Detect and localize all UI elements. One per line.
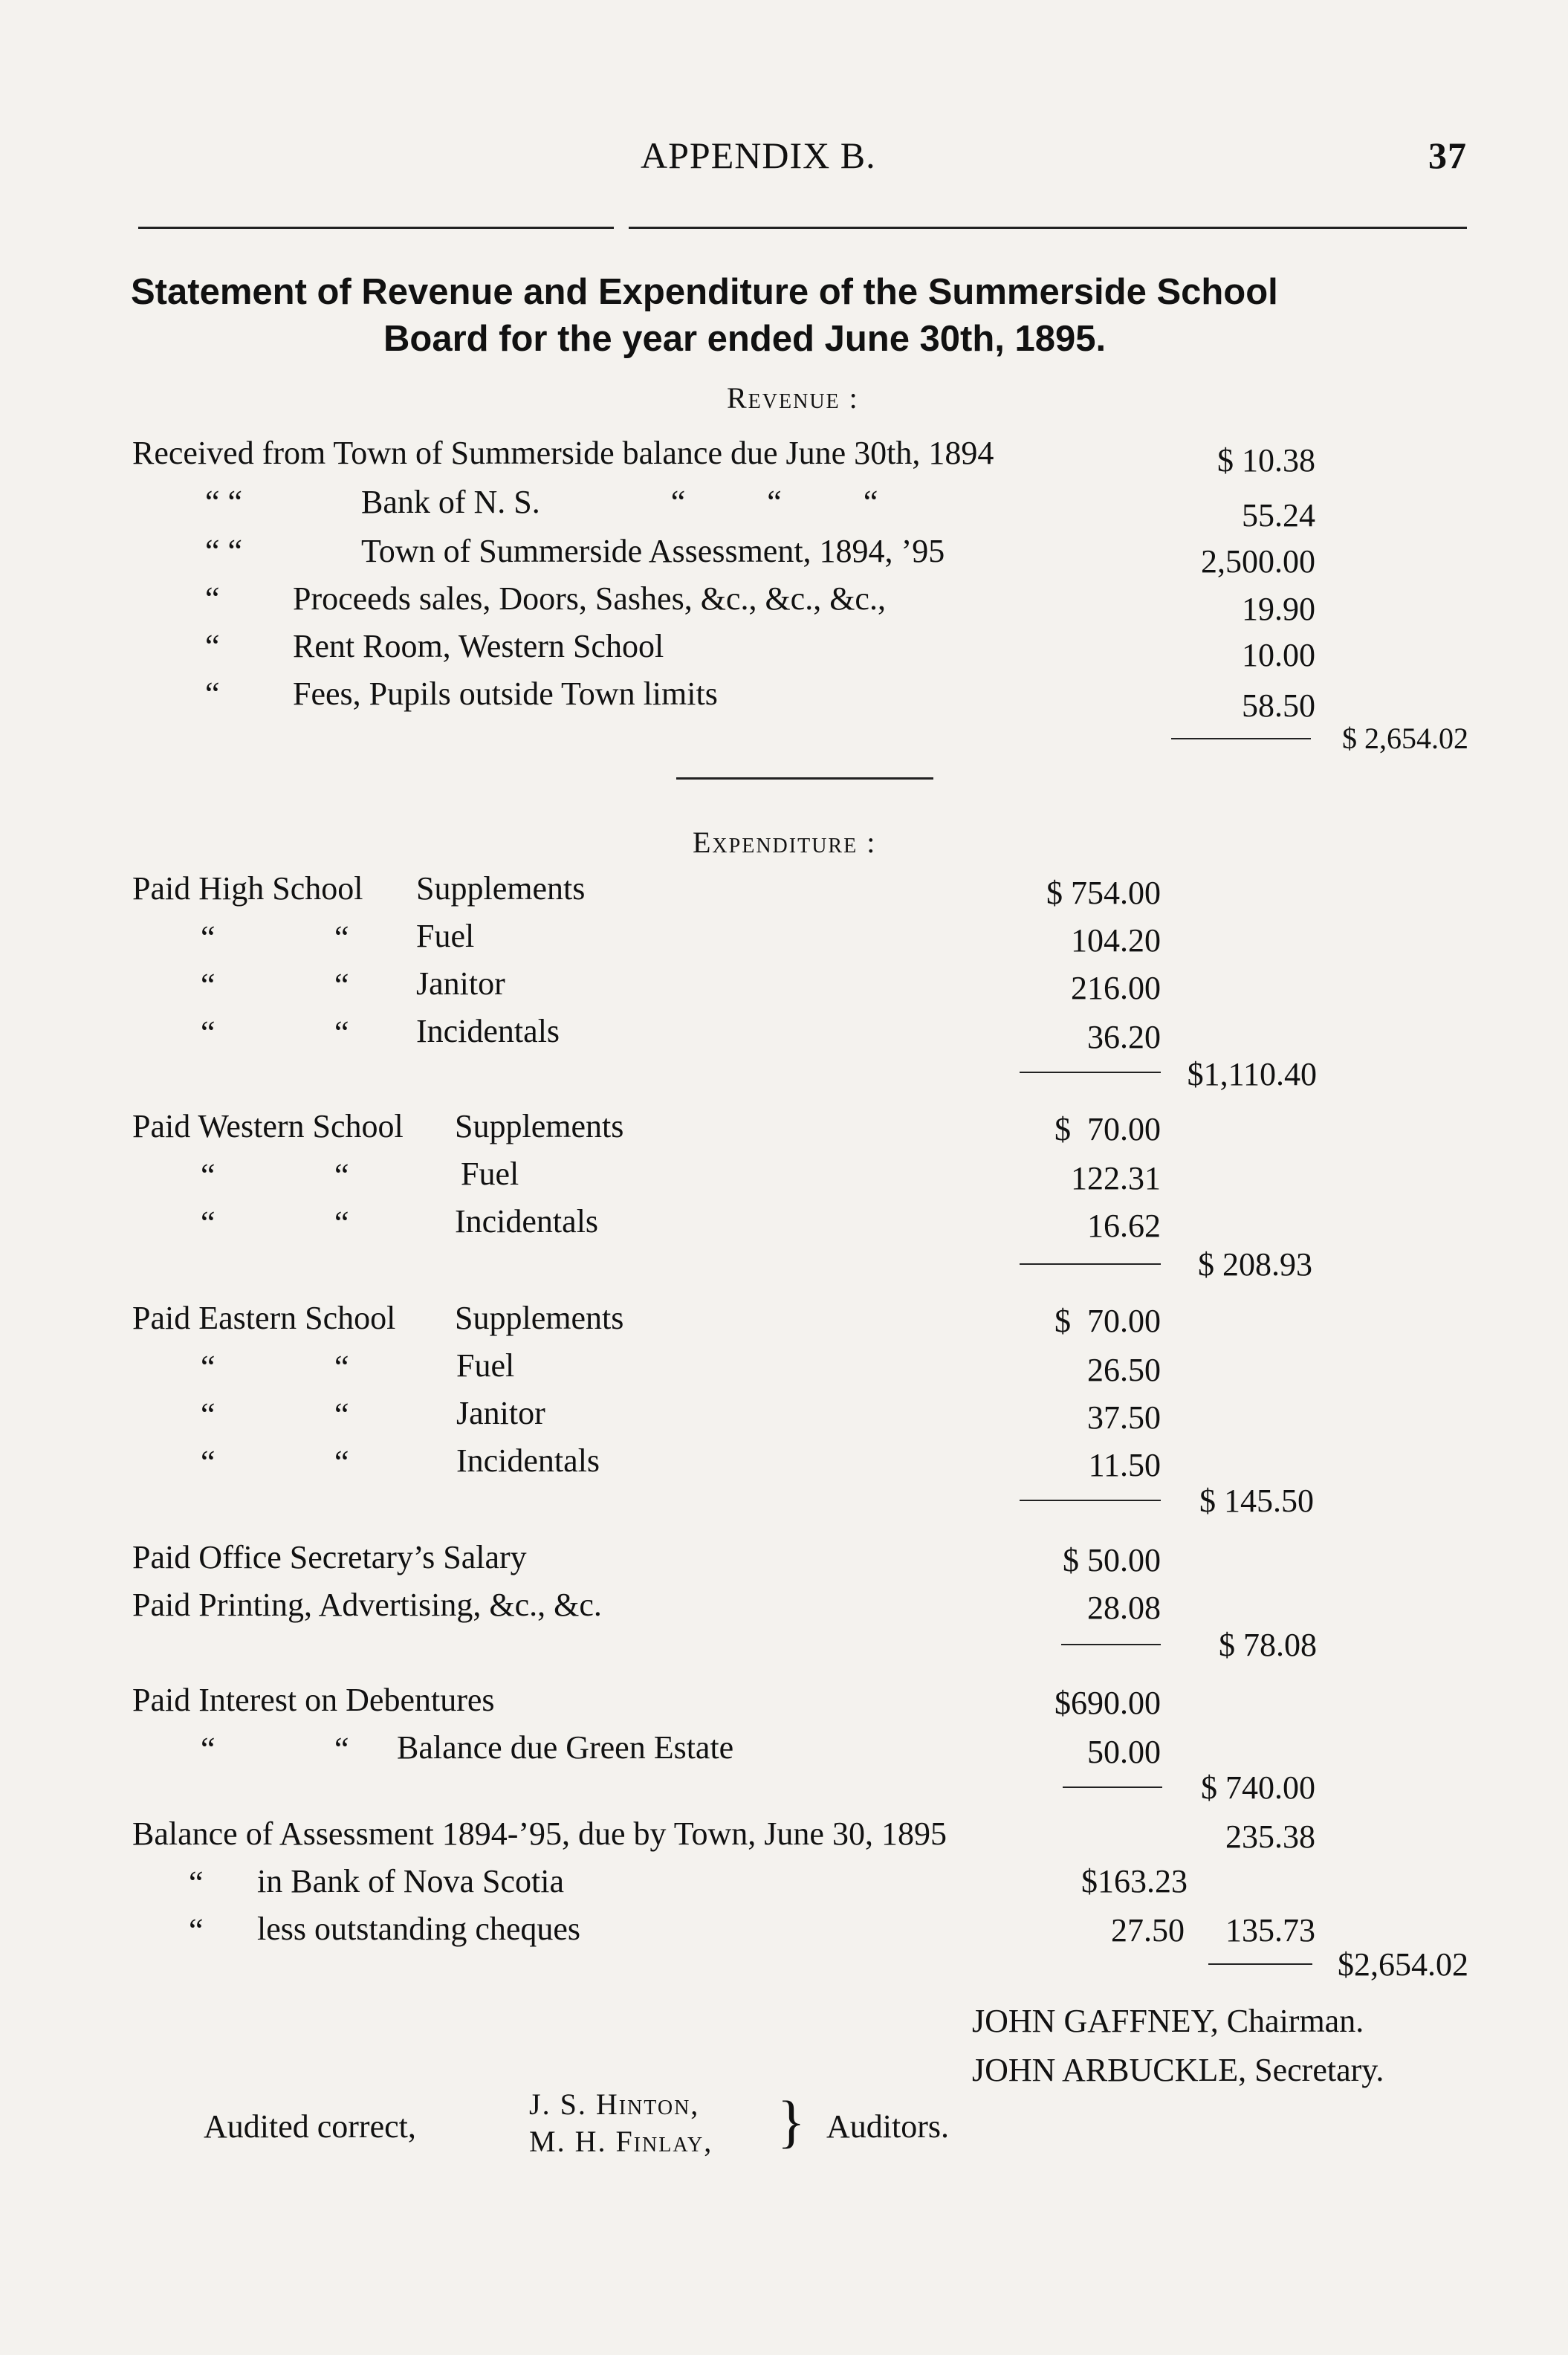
item-amount: $ 70.00 [1054,1303,1161,1339]
group-total: $ 740.00 [1201,1769,1315,1806]
revenue-amount: 58.50 [1242,687,1315,724]
group-label: Paid High School [132,870,363,907]
group-total: $1,110.40 [1187,1056,1317,1092]
group-label: Paid Western School [132,1108,404,1144]
ditto-mark: “ [334,1444,349,1480]
ditto-mark: “ “ [205,533,243,569]
revenue-label: Received from Town of Summerside balance due June 30th, 1894 [132,435,994,471]
office-line: Paid Printing, Advertising, &c., &c. [132,1587,602,1623]
secretary-signature: JOHN ARBUCKLE, Secretary. [972,2052,1384,2088]
grand-total-rule [1208,1963,1312,1965]
item-label: Incidentals [455,1203,599,1240]
ditto-mark: “ [334,967,349,1003]
item-label: Fuel [461,1156,519,1192]
item-amount: 16.62 [1087,1208,1161,1244]
subtotal-rule [1020,1263,1161,1265]
statement-title-line2: Board for the year ended June 30th, 1895. [383,319,1107,359]
revenue-amount: 55.24 [1242,497,1315,534]
item-label: Supplements [416,870,586,907]
ditto-mark: “ [201,1396,216,1433]
chairman-signature: JOHN GAFFNEY, Chairman. [972,2003,1364,2039]
statement-title-line1: Statement of Revenue and Expenditure of the Summerside School [131,272,1278,312]
revenue-amount: 10.00 [1242,637,1315,673]
item-amount: 27.50 [1111,1912,1185,1949]
revenue-label: Proceeds sales, Doors, Sashes, &c., &c., &c., [293,580,886,617]
revenue-label: Fees, Pupils outside Town limits [293,676,718,712]
item-amount: 122.31 [1071,1160,1161,1196]
ditto-mark: “ [201,1444,216,1480]
ditto-mark: “ [189,1865,204,1901]
ditto-mark: “ [334,1349,349,1385]
page-header-title: APPENDIX B. [641,135,876,176]
auditor-name: M. H. Finlay, [529,2125,713,2158]
page-number: 37 [1428,135,1467,176]
ditto-mark: “ [334,919,349,956]
item-label: Fuel [456,1347,515,1384]
item-amount: $ 754.00 [1046,875,1161,911]
revenue-amount: 2,500.00 [1201,543,1315,580]
group-total: $ 208.93 [1198,1246,1312,1283]
subtotal-rule [1063,1787,1162,1788]
subtotal-rule [1020,1500,1161,1501]
item-amount: 36.20 [1087,1019,1161,1055]
ditto-mark: “ [201,967,216,1003]
section-divider [676,777,933,780]
ditto-mark: “ [205,628,220,664]
ditto-mark: “ [334,1205,349,1241]
ditto-mark: “ [201,1014,216,1051]
item-label: Janitor [456,1395,545,1431]
grand-total: $2,654.02 [1338,1946,1468,1983]
balance-line: less outstanding cheques [257,1911,581,1947]
revenue-amount: 19.90 [1242,591,1315,627]
item-amount: 216.00 [1071,970,1161,1006]
brace-icon: } [777,2089,806,2154]
ditto-mark: “ [201,1205,216,1241]
auditor-name: J. S. Hinton, [529,2087,700,2121]
item-amount: $ 70.00 [1054,1111,1161,1147]
balance-line: Balance of Assessment 1894-’95, due by Town, June 30, 1895 [132,1815,947,1852]
ditto-mark: “ [334,1731,349,1767]
header-rule-left [138,227,614,229]
balance-line: in Bank of Nova Scotia [257,1863,565,1899]
item-amount: 26.50 [1087,1352,1161,1388]
subtotal-rule [1020,1072,1161,1073]
item-label: Incidentals [416,1013,560,1049]
group-total: $ 78.08 [1219,1627,1317,1663]
revenue-total: $ 2,654.02 [1342,722,1468,755]
item-label: Supplements [455,1300,624,1336]
ditto-mark: “ [334,1157,349,1193]
item-label: Incidentals [456,1442,600,1479]
item-amount: 28.08 [1087,1590,1161,1626]
ditto-mark: “ [334,1014,349,1051]
ditto-mark: “ [189,1912,204,1949]
item-amount: $ 50.00 [1063,1542,1161,1578]
ditto-mark: “ [205,676,220,712]
group-label: Paid Eastern School [132,1300,396,1336]
item-amount: 104.20 [1071,922,1161,959]
item-label: Fuel [416,918,475,954]
audit-label: Audited correct, [204,2108,416,2145]
revenue-label: Rent Room, Western School [293,628,664,664]
subtotal-rule [1061,1644,1161,1645]
item-amount: 135.73 [1225,1912,1315,1949]
item-amount: 11.50 [1088,1447,1161,1483]
revenue-label: Bank of N. S. “ “ “ [361,484,878,520]
ditto-mark: “ [201,1731,216,1767]
item-amount: 37.50 [1087,1399,1161,1436]
ditto-mark: “ “ [205,484,243,520]
item-amount: $163.23 [1081,1863,1188,1899]
revenue-sum-rule [1171,738,1311,739]
item-amount: 50.00 [1087,1734,1161,1770]
ditto-mark: “ [201,1349,216,1385]
header-rule-right [629,227,1467,229]
revenue-label: Town of Summerside Assessment, 1894, ’95 [361,533,945,569]
interest-line: Balance due Green Estate [397,1729,734,1766]
item-label: Supplements [455,1108,624,1144]
ditto-mark: “ [334,1396,349,1433]
ditto-mark: “ [205,580,220,617]
ditto-mark: “ [201,919,216,956]
ditto-mark: “ [201,1157,216,1193]
revenue-amount: $ 10.38 [1217,442,1315,479]
expenditure-heading: Expenditure : [693,826,877,859]
item-label: Janitor [416,965,505,1002]
group-total: $ 145.50 [1199,1483,1314,1519]
revenue-heading: Revenue : [727,381,859,415]
auditors-role: Auditors. [826,2108,949,2145]
item-amount: $690.00 [1054,1685,1161,1721]
office-line: Paid Office Secretary’s Salary [132,1539,527,1575]
interest-line: Paid Interest on Debentures [132,1682,495,1718]
item-amount: 235.38 [1225,1818,1315,1855]
